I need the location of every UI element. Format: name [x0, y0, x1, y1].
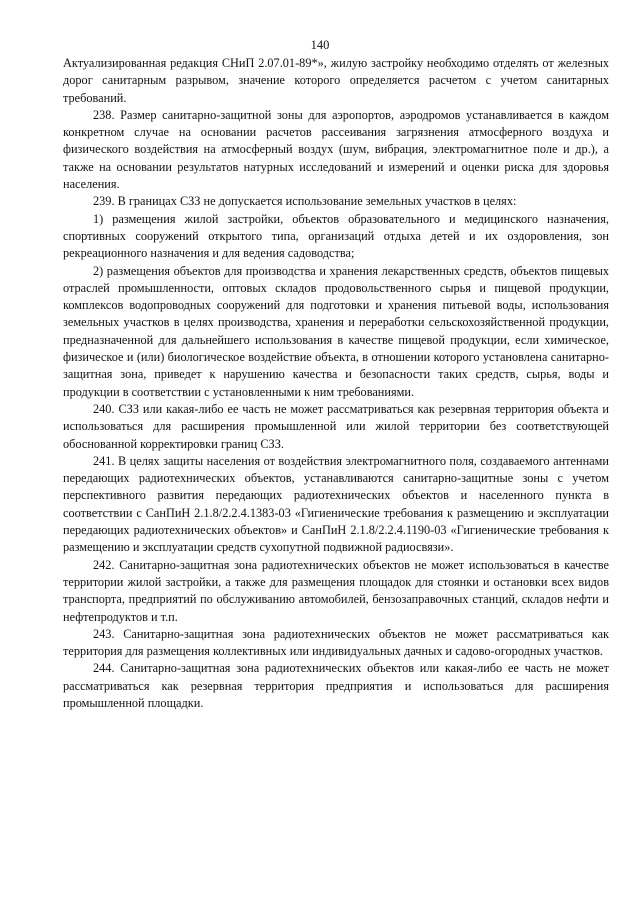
paragraph-244: 244. Санитарно-защитная зона радиотехнических объектов или какая-либо ее часть не может рассматриваться как резервная территория предприятия и использоваться для расширения промышленной площадки. [63, 661, 609, 710]
paragraph-240: 240. СЗЗ или какая-либо ее часть не может рассматриваться как резервная территория объекта и использоваться для расширения промышленной или жилой территории без соответствующей обоснованной корректировки границ СЗЗ. [63, 401, 609, 451]
paragraph-243: 243. Санитарно-защитная зона радиотехнических объектов не может рассматриваться как территория для размещения коллективных или индивидуальных дачных и садово-огородных участков. [63, 626, 609, 659]
document-body [63, 55, 609, 712]
list-item-2: 2) размещения объектов для производства и хранения лекарственных средств, объектов пищевых отраслей промышленности, оптовых складов продовольственного сырья и пищевой продукции, комплексов водопроводных сооружений для подготовки и хранения питьевой воды, использования земельных участков в целях производства, хранения и переработки сельскохозяйственной продукции, предназначенной для дальнейшего использования в качестве пищевой продукции, если химическое, физическое и (или) биологическое воздействие объекта, в отношении которого установлена санитарно-защитная зона, приведет к нарушению качества и безопасности таких средств, сырья, воды и продукции в соответствии с установленными к ним требованиями. [63, 263, 609, 399]
paragraph-242: 242. Санитарно-защитная зона радиотехнических объектов не может использоваться в качестве территории жилой застройки, а также для размещения площадок для стоянки и остановки всех видов транспорта, предприятий по обслуживанию автомобилей, бензозаправочных станций, складов нефти и нефтепродуктов и т.п. [63, 557, 609, 624]
list-item-1: 1) размещения жилой застройки, объектов образовательного и медицинского назначения, спортивных сооружений открытого типа, организаций отдыха детей и их оздоровления, зон рекреационного назначения и для ведения садоводства; [63, 211, 609, 261]
paragraph-241: 241. В целях защиты населения от воздействия электромагнитного поля, создаваемого антеннами передающих радиотехнических объектов, устанавливаются санитарно-защитные зоны с учетом перспективного развития передающих радиотехнических объектов и населенного пункта в соответствии с СанПиН 2.1.8/2.2.4.1383-03 «Гигиенические требования к размещению и эксплуатации передающих радиотехнических объектов» и СанПиН 2.1.8/2.2.4.1190-03 «Гигиенические требования к размещению и эксплуатации средств сухопутной подвижной радиосвязи». [63, 453, 609, 555]
paragraph-239: 239. В границах СЗЗ не допускается использование земельных участков в целях: [93, 194, 517, 209]
paragraph-continuation: Актуализированная редакция СНиП 2.07.01-89*», жилую застройку необходимо отделять от железных дорог санитарным разрывом, значение которого определяется расчетом с учетом санитарных требований. [63, 56, 609, 105]
page-number: 140 [310, 38, 330, 52]
paragraph-238: 238. Размер санитарно-защитной зоны для аэропортов, аэродромов устанавливается в каждом конкретном случае на основании расчетов рассеивания загрязнения атмосферного воздуха и физического воздействия на атмосферный воздух (шум, вибрация, электромагнитное поле и др.), а также на основании результатов натурных исследований и измерений и оценки риска для здоровья населения. [63, 107, 609, 192]
